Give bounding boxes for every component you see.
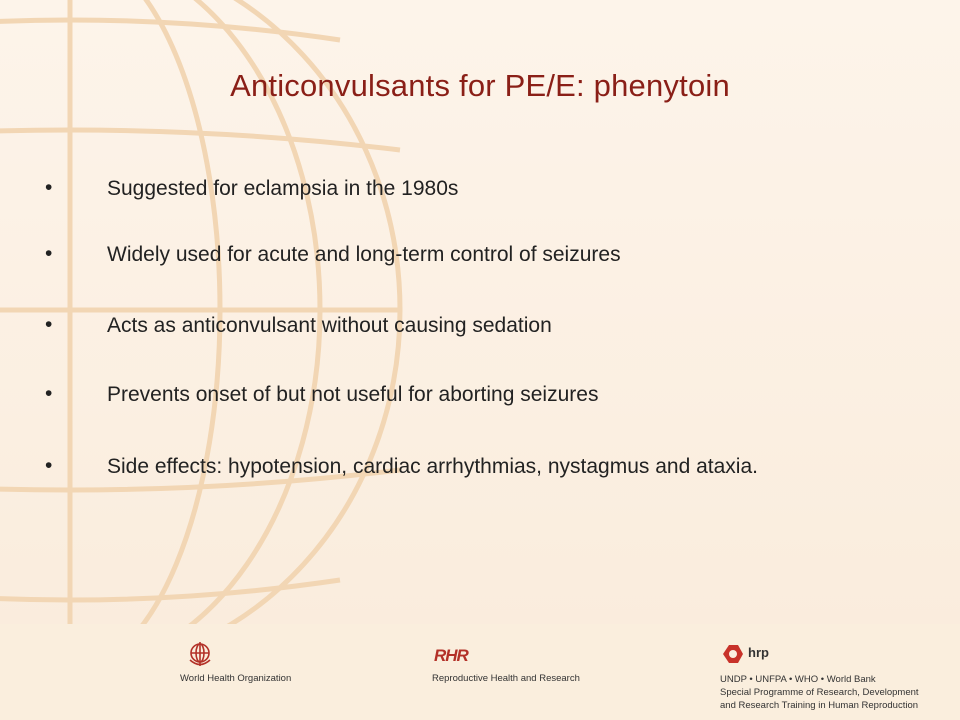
bullet-text: Prevents onset of but not useful for aborting seizures [107,383,599,406]
bullet-marker: • [45,454,53,477]
hrp-line: and Research Training in Human Reproduction [720,700,919,711]
bullet-text: Widely used for acute and long-term control of seizures [107,243,621,266]
who-emblem-icon [186,640,214,670]
bullet-marker: • [45,313,53,336]
bullet-text: Acts as anticonvulsant without causing sedation [107,314,552,337]
hrp-logo-icon [720,642,746,666]
hrp-line: UNDP • UNFPA • WHO • World Bank [720,674,876,685]
rhr-label: Reproductive Health and Research [432,673,580,684]
who-label: World Health Organization [180,673,292,684]
bullet-text: Side effects: hypotension, cardiac arrhythmias, nystagmus and ataxia. [107,455,758,478]
hrp-mark: hrp [748,645,769,660]
hrp-line: Special Programme of Research, Development [720,687,919,698]
bullet-text: Suggested for eclampsia in the 1980s [107,177,459,200]
rhr-logo-icon: RHR [434,646,468,665]
bullet-marker: • [45,176,53,199]
bullet-marker: • [45,382,53,405]
slide-title: Anticonvulsants for PE/E: phenytoin [230,68,730,103]
bullet-marker: • [45,242,53,265]
